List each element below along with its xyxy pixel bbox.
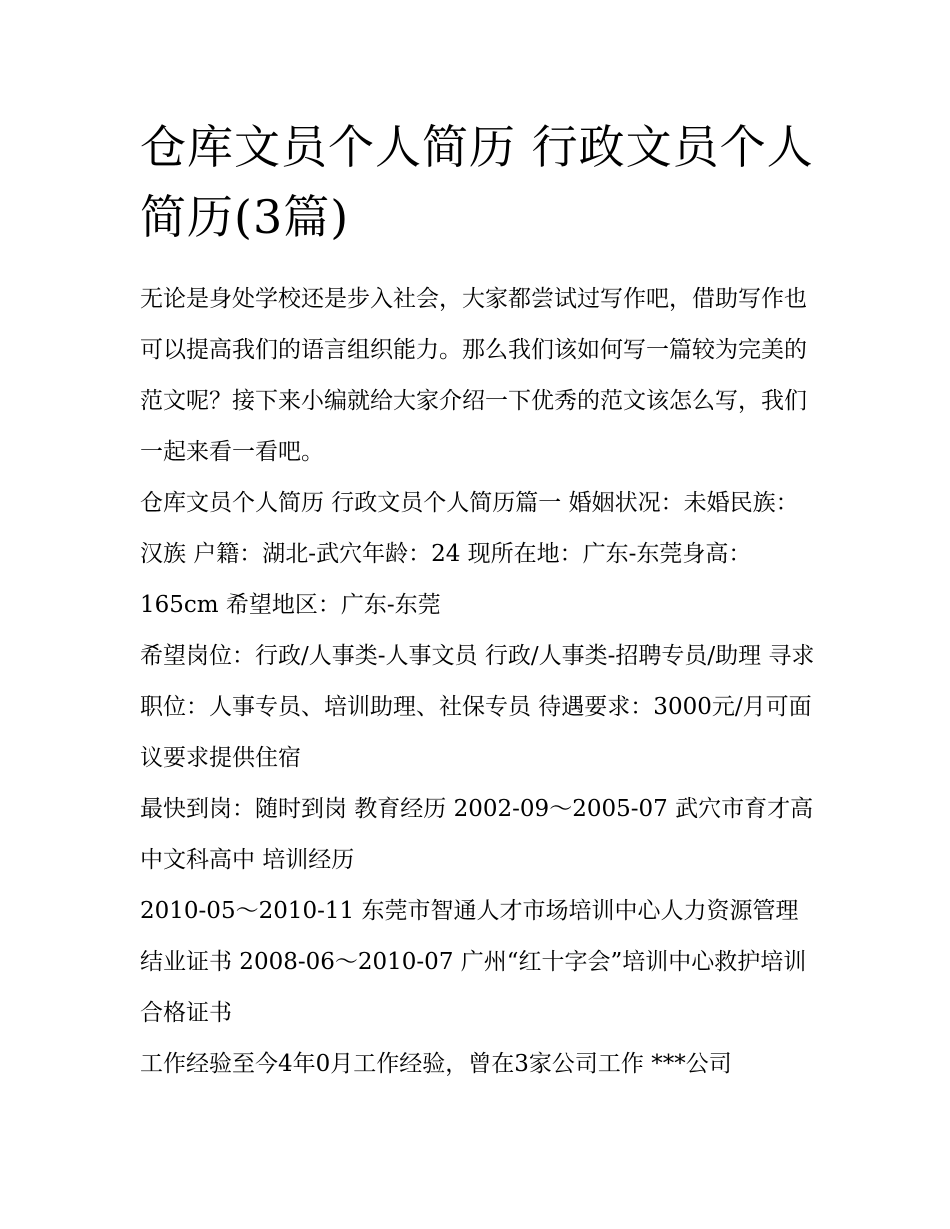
- paragraph-job-intention: 希望岗位：行政/人事类-人事文员 行政/人事类-招聘专员/助理 寻求职位：人事专员、培训助理、社保专员 待遇要求：3000元/月可面议要求提供住宿: [140, 643, 815, 771]
- document-page: [140, 112, 820, 1090]
- paragraph-work-experience: 工作经验至今4年0月工作经验，曾在3家公司工作 ***公司: [140, 1051, 732, 1077]
- paragraph-education: 最快到岗：随时到岗 教育经历 2002-09～2005-07 武穴市育才高中文科高中 培训经历: [140, 796, 814, 873]
- paragraph-personal-info: 仓库文员个人简历 行政文员个人简历篇一 婚姻状况：未婚民族：汉族 户籍：湖北-武穴年龄：24 现所在地：广东-东莞身高：165cm 希望地区：广东-东莞: [140, 490, 799, 618]
- paragraph-training: 2010-05～2010-11 东莞市智通人才市场培训中心人力资源管理结业证书 2008-06～2010-07 广州“红十字会”培训中心救护培训合格证书: [140, 898, 807, 1026]
- document-title: 仓库文员个人简历 行政文员个人简历(3篇): [140, 120, 814, 244]
- paragraph-intro: 无论是身处学校还是步入社会，大家都尝试过写作吧，借助写作也可以提高我们的语言组织能力。那么我们该如何写一篇较为完美的范文呢？接下来小编就给大家介绍一下优秀的范文该怎么写，我们一起来看一看吧。: [140, 286, 807, 465]
